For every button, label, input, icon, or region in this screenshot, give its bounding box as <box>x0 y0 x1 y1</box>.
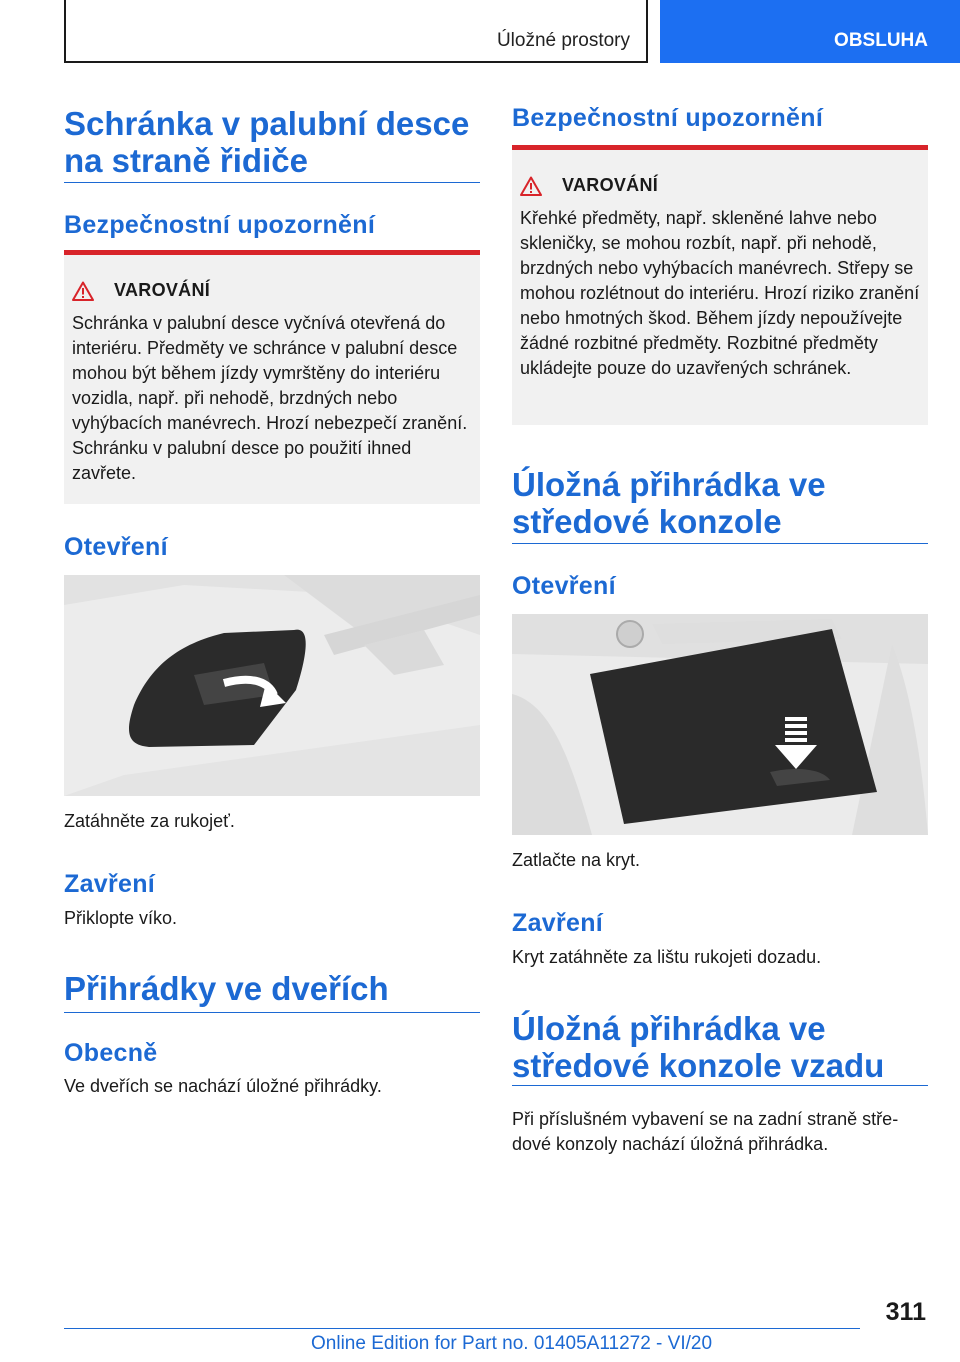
console-compartment-title: Úložná přihrádka ve středové konzole <box>512 466 826 540</box>
glovebox-photo <box>64 575 480 796</box>
left-warning-label: VAROVÁNÍ <box>114 280 211 300</box>
console-title-rule <box>512 543 928 544</box>
header-section-title: Úložné prostory <box>496 30 630 51</box>
left-warning-text: Schránka v palubní desce vyčnívá otevřená do interiéru. Předměty ve schránce v palubní desce mohou být během jízdy vymrštěny do interiéru vozidla, např. při nehodě, brzdných nebo vyhýbacích manévrech. Hrozí nebezpečí zranění. Schránku v palubní desce po použití ihned zavřete. <box>72 313 468 483</box>
right-warning-box <box>512 145 928 425</box>
glovebox-title: Schránka v palubní desce na straně řidiče <box>64 105 470 179</box>
general-text: Ve dveřích se nachází úložné přihrádky. <box>64 1076 382 1096</box>
left-open-caption: Zatáhněte za rukojeť. <box>64 811 235 831</box>
rear-console-text: Při příslušném vybavení se na zadní straně středové konzoly nachází úložná přihrádka. <box>512 1109 899 1154</box>
right-warning-text: Křehké předměty, např. skleněné lahve nebo skleničky, se mohou rozbít, např. při nehodě, brzdných nebo vyhýbacích manévrech. Střepy se mohou rozlétnout do interiéru. Hrozí riziko zranění nebo hmotných škod. Během jízdy nepoužívejte žádné rozbitné předměty. Rozbitné předměty ukládejte pouze do uzavřených schránek. <box>520 208 920 378</box>
page-number: 311 <box>885 1298 926 1326</box>
warning-triangle-icon <box>520 176 562 196</box>
left-warning-box <box>64 250 480 504</box>
console-photo <box>512 614 928 835</box>
left-warning-title <box>72 280 472 301</box>
right-open-heading: Otevření <box>512 572 616 600</box>
right-warning-label: VAROVÁNÍ <box>562 175 659 195</box>
left-safety-heading: Bezpečnostní upozornění <box>64 211 376 239</box>
right-open-caption: Zatlačte na kryt. <box>512 850 641 870</box>
left-close-heading: Zavření <box>64 870 156 898</box>
warning-triangle-icon <box>72 281 114 301</box>
rear-title-rule <box>512 1085 928 1086</box>
left-open-heading: Otevření <box>64 533 168 561</box>
right-warning-title <box>520 175 920 196</box>
footer-rule <box>64 1328 860 1329</box>
door-compartments-title: Přihrádky ve dveřích <box>64 970 389 1007</box>
right-safety-heading: Bezpečnostní upozornění <box>512 104 824 132</box>
title-rule <box>64 182 480 183</box>
header-chapter-tab[interactable]: OBSLUHA <box>660 0 960 63</box>
footer-edition[interactable]: Online Edition for Part no. 01405A11272 - VI/20 <box>311 1333 713 1354</box>
left-close-text: Přiklopte víko. <box>64 908 178 928</box>
rear-console-title: Úložná přihrádka ve středové konzole vzadu <box>512 1010 885 1084</box>
right-close-heading: Zavření <box>512 909 604 937</box>
right-close-text: Kryt zatáhněte za lištu rukojeti dozadu. <box>512 947 822 967</box>
door-title-rule <box>64 1012 480 1013</box>
general-heading: Obecně <box>64 1039 158 1067</box>
